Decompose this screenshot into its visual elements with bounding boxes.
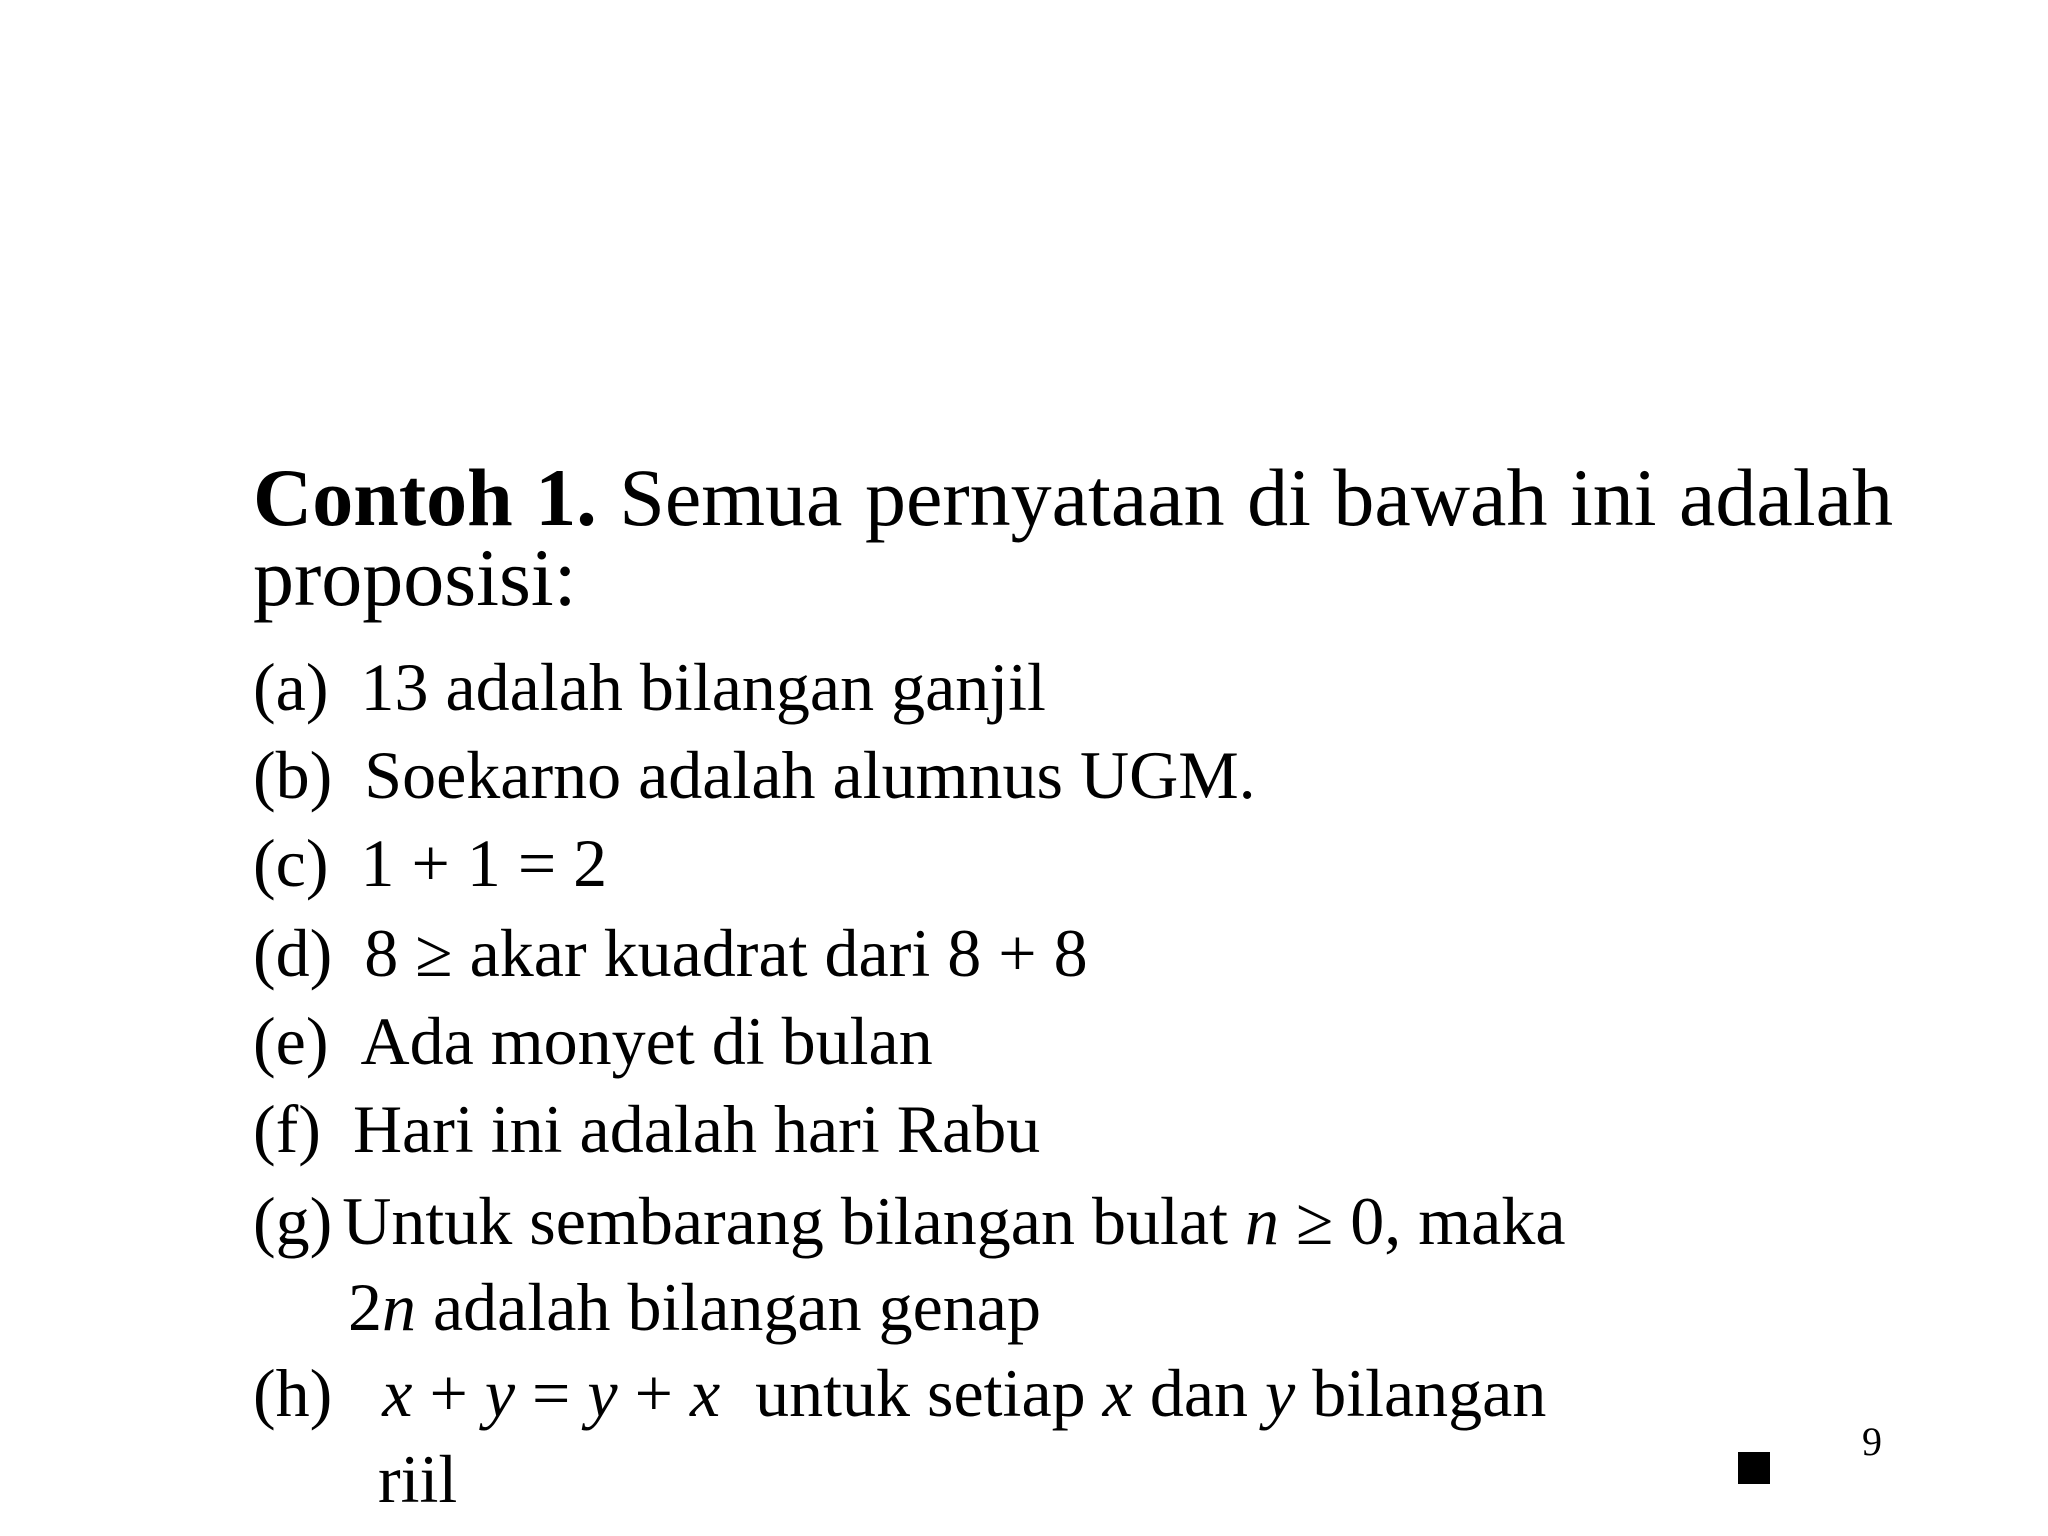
continuation-text: adalah bilangan genap (433, 1269, 1041, 1345)
item-text: 13 adalah bilangan ganjil (360, 649, 1046, 725)
end-of-proof-square-icon (1738, 1452, 1770, 1484)
item-text: Untuk sembarang bilangan bulat (342, 1183, 1228, 1259)
continuation-text: riil (378, 1441, 458, 1517)
list-item-g (253, 1183, 1566, 1259)
item-text: 8 ≥ akar kuadrat dari 8 + 8 (364, 915, 1088, 991)
variable-n: n (382, 1269, 416, 1345)
page-number: 9 (1862, 1419, 1882, 1464)
list-item-a (253, 649, 1046, 725)
item-label: (c) (253, 825, 329, 901)
list-item-h (253, 1355, 1547, 1431)
item-text: dan (1149, 1355, 1249, 1431)
item-text-tail: ≥ 0, maka (1295, 1183, 1566, 1259)
equals-sign: = (532, 1355, 571, 1431)
item-text: untuk setiap (755, 1355, 1086, 1431)
variable-y: y (484, 1355, 516, 1431)
item-label: (h) (253, 1355, 333, 1431)
item-text: 1 + 1 = 2 (360, 825, 608, 901)
variable-x: x (1102, 1355, 1133, 1431)
item-label: (a) (253, 649, 329, 725)
example-heading (253, 452, 1893, 623)
list-item-f (253, 1091, 1041, 1167)
variable-n: n (1244, 1183, 1279, 1259)
list-item-g-continuation (348, 1269, 1041, 1345)
item-text: Ada monyet di bulan (360, 1003, 933, 1079)
list-item-d (253, 915, 1088, 991)
variable-y: y (587, 1355, 618, 1431)
item-text: Hari ini adalah hari Rabu (352, 1091, 1041, 1167)
list-item-b (253, 737, 1256, 813)
item-label: (g) (253, 1183, 333, 1259)
coefficient: 2 (348, 1269, 382, 1345)
item-label: (f) (253, 1091, 321, 1167)
item-text: Soekarno adalah alumnus UGM. (364, 737, 1256, 813)
list-item-e (253, 1003, 933, 1079)
item-label: (b) (253, 737, 333, 813)
plus-sign: + (429, 1355, 468, 1431)
example-label: Contoh 1. (253, 452, 597, 543)
plus-sign: + (634, 1355, 673, 1431)
example-intro: Semua pernyataan di bawah ini adalah proposisi: (253, 452, 1893, 623)
list-item-h-continuation (378, 1441, 458, 1517)
variable-x: x (689, 1355, 721, 1431)
variable-x: x (382, 1355, 413, 1431)
item-label: (d) (253, 915, 333, 991)
item-label: (e) (253, 1003, 329, 1079)
variable-y: y (1265, 1355, 1296, 1431)
list-item-c (253, 825, 608, 901)
item-text: bilangan (1312, 1355, 1547, 1431)
commutative-expression (382, 1355, 720, 1431)
